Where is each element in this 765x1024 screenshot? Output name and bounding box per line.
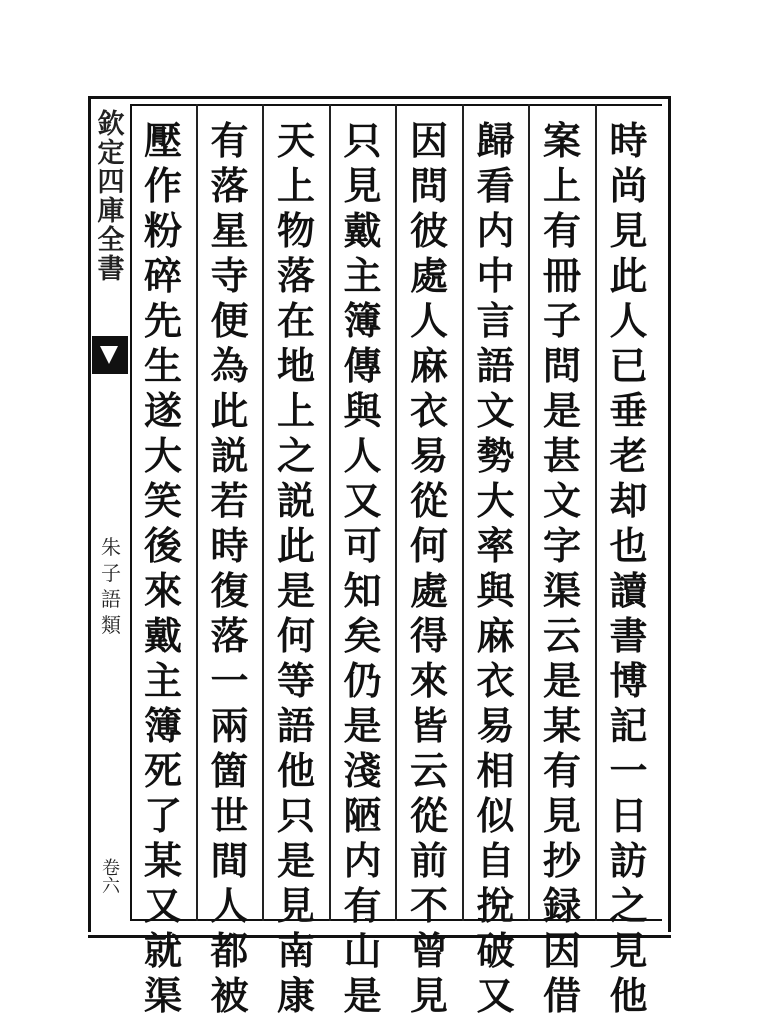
glyph: 與: [343, 388, 382, 433]
glyph: 天: [276, 118, 315, 163]
glyph: 案: [542, 118, 581, 163]
glyph: 之: [609, 883, 648, 928]
glyph: 得: [409, 613, 448, 658]
glyph: 處: [409, 253, 448, 298]
glyph: 遂: [143, 388, 182, 433]
glyph: 某: [143, 838, 182, 883]
glyph: 南: [276, 928, 315, 973]
glyph: 相: [476, 748, 515, 793]
glyph: 問: [542, 343, 581, 388]
glyph: 來: [409, 658, 448, 703]
glyph: 人: [609, 298, 648, 343]
glyph: 間: [210, 838, 249, 883]
page-number-char: 六: [102, 876, 120, 897]
glyph: 垂: [609, 388, 648, 433]
glyph: 就: [143, 928, 182, 973]
glyph: 上: [542, 163, 581, 208]
glyph: 尚: [609, 163, 648, 208]
glyph: 見: [609, 928, 648, 973]
glyph: 此: [609, 253, 648, 298]
glyph: 是: [276, 568, 315, 613]
glyph: 落: [276, 253, 315, 298]
glyph: 抄: [542, 838, 581, 883]
glyph: 時: [609, 118, 648, 163]
glyph: 人: [409, 298, 448, 343]
glyph: 大: [476, 478, 515, 523]
section-title-char: 類: [101, 613, 121, 637]
glyph: 麻: [476, 613, 515, 658]
glyph: 戴: [343, 208, 382, 253]
glyph: 訪: [609, 838, 648, 883]
text-column-7: [199, 118, 261, 1018]
glyph: 只: [276, 793, 315, 838]
glyph: 見: [409, 973, 448, 1018]
column-rule: [595, 104, 597, 921]
glyph: 挩: [476, 883, 515, 928]
glyph: 書: [609, 613, 648, 658]
glyph: 易: [409, 433, 448, 478]
glyph: 後: [143, 523, 182, 568]
section-title: [92, 534, 130, 638]
glyph: 時: [210, 523, 249, 568]
column-rule: [395, 104, 397, 921]
glyph: 率: [476, 523, 515, 568]
glyph: 上: [276, 388, 315, 433]
glyph: 箇: [210, 748, 249, 793]
glyph: 記: [609, 703, 648, 748]
glyph: 人: [343, 433, 382, 478]
page-margin-column: [92, 104, 132, 921]
glyph: 世: [210, 793, 249, 838]
glyph: 借: [542, 973, 581, 1018]
glyph: 戴: [143, 613, 182, 658]
glyph: 簿: [343, 298, 382, 343]
glyph: 仍: [343, 658, 382, 703]
glyph: 見: [609, 208, 648, 253]
glyph: 子: [542, 298, 581, 343]
glyph: 易: [476, 703, 515, 748]
glyph: 似: [476, 793, 515, 838]
glyph: 語: [476, 343, 515, 388]
glyph: 都: [210, 928, 249, 973]
glyph: 因: [409, 118, 448, 163]
book-title-char: 定: [97, 138, 125, 169]
glyph: 見: [276, 883, 315, 928]
glyph: 大: [143, 433, 182, 478]
glyph: 在: [276, 298, 315, 343]
glyph: 某: [542, 703, 581, 748]
section-title-char: 朱: [101, 535, 121, 559]
glyph: 言: [476, 298, 515, 343]
column-rule: [462, 104, 464, 921]
glyph: 却: [609, 478, 648, 523]
glyph: 内: [343, 838, 382, 883]
glyph: 是: [276, 838, 315, 883]
glyph: 内: [476, 208, 515, 253]
glyph: 語: [276, 703, 315, 748]
glyph: 了: [143, 793, 182, 838]
glyph: 破: [476, 928, 515, 973]
glyph: 復: [210, 568, 249, 613]
text-column-1: [598, 118, 660, 1018]
glyph: 只: [343, 118, 382, 163]
glyph: 彼: [409, 208, 448, 253]
glyph: 可: [343, 523, 382, 568]
glyph: 淺: [343, 748, 382, 793]
text-column-8: [132, 118, 194, 1018]
glyph: 若: [210, 478, 249, 523]
glyph: 麻: [409, 343, 448, 388]
glyph: 上: [276, 163, 315, 208]
glyph: 碎: [143, 253, 182, 298]
glyph: 有: [542, 748, 581, 793]
book-title-char: 書: [97, 254, 125, 285]
glyph: 自: [476, 838, 515, 883]
glyph: 物: [276, 208, 315, 253]
glyph: 也: [609, 523, 648, 568]
glyph: 簿: [143, 703, 182, 748]
glyph: 中: [476, 253, 515, 298]
glyph: 歸: [476, 118, 515, 163]
glyph: 前: [409, 838, 448, 883]
column-rule: [196, 104, 198, 921]
glyph: 渠: [542, 568, 581, 613]
glyph: 衣: [476, 658, 515, 703]
glyph: 星: [210, 208, 249, 253]
glyph: 笑: [143, 478, 182, 523]
glyph: 曾: [409, 928, 448, 973]
glyph: 兩: [210, 703, 249, 748]
glyph: 問: [409, 163, 448, 208]
glyph: 與: [476, 568, 515, 613]
glyph: 渠: [143, 973, 182, 1018]
glyph: 見: [343, 163, 382, 208]
glyph: 從: [409, 478, 448, 523]
glyph: 不: [409, 883, 448, 928]
glyph: 文: [542, 478, 581, 523]
glyph: 知: [343, 568, 382, 613]
glyph: 字: [542, 523, 581, 568]
glyph: 人: [210, 883, 249, 928]
glyph: 有: [343, 883, 382, 928]
glyph: 録: [542, 883, 581, 928]
glyph: 説: [276, 478, 315, 523]
glyph: 等: [276, 658, 315, 703]
glyph: 云: [542, 613, 581, 658]
text-column-5: [332, 118, 394, 1018]
glyph: 因: [542, 928, 581, 973]
glyph: 有: [542, 208, 581, 253]
glyph: 地: [276, 343, 315, 388]
section-title-char: 子: [101, 561, 121, 585]
glyph: 來: [143, 568, 182, 613]
glyph: 從: [409, 793, 448, 838]
column-rule: [528, 104, 530, 921]
glyph: 此: [210, 388, 249, 433]
text-column-2: [531, 118, 593, 1018]
glyph: 衣: [409, 388, 448, 433]
glyph: 是: [343, 973, 382, 1018]
glyph: 他: [276, 748, 315, 793]
glyph: 甚: [542, 433, 581, 478]
glyph: 説: [210, 433, 249, 478]
glyph: 粉: [143, 208, 182, 253]
text-column-4: [398, 118, 460, 1018]
glyph: 之: [276, 433, 315, 478]
glyph: 見: [542, 793, 581, 838]
glyph: 何: [409, 523, 448, 568]
glyph: 是: [542, 388, 581, 433]
glyph: 有: [210, 118, 249, 163]
glyph: 讀: [609, 568, 648, 613]
glyph: 先: [143, 298, 182, 343]
glyph: 日: [609, 793, 648, 838]
glyph: 康: [276, 973, 315, 1018]
glyph: 何: [276, 613, 315, 658]
glyph: 勢: [476, 433, 515, 478]
text-column-3: [465, 118, 527, 1018]
glyph: 已: [609, 343, 648, 388]
glyph: 生: [143, 343, 182, 388]
outer-border-left: [88, 96, 91, 932]
glyph: 山: [343, 928, 382, 973]
glyph: 是: [343, 703, 382, 748]
glyph: 他: [609, 973, 648, 1018]
book-title-char: 四: [97, 167, 125, 198]
glyph: 為: [210, 343, 249, 388]
glyph: 主: [343, 253, 382, 298]
glyph: 處: [409, 568, 448, 613]
section-title-char: 語: [101, 587, 121, 611]
glyph: 云: [409, 748, 448, 793]
page-number: [92, 860, 130, 896]
glyph: 一: [609, 748, 648, 793]
glyph: 看: [476, 163, 515, 208]
glyph: 又: [143, 883, 182, 928]
glyph: 博: [609, 658, 648, 703]
glyph: 寺: [210, 253, 249, 298]
glyph: 主: [143, 658, 182, 703]
glyph: 落: [210, 613, 249, 658]
page-number-char: 卷: [102, 858, 120, 879]
book-title-char: 庫: [97, 196, 125, 227]
glyph: 又: [343, 478, 382, 523]
glyph: 矣: [343, 613, 382, 658]
glyph: 冊: [542, 253, 581, 298]
book-title-char: 全: [97, 225, 125, 256]
glyph: 是: [542, 658, 581, 703]
glyph: 又: [476, 973, 515, 1018]
column-rule: [262, 104, 264, 921]
glyph: 被: [210, 973, 249, 1018]
glyph: 一: [210, 658, 249, 703]
book-title-char: 欽: [97, 109, 125, 140]
book-title: [92, 110, 130, 284]
glyph: 此: [276, 523, 315, 568]
glyph: 便: [210, 298, 249, 343]
outer-border-right: [668, 96, 671, 932]
glyph: 陋: [343, 793, 382, 838]
text-column-6: [265, 118, 327, 1018]
glyph: 文: [476, 388, 515, 433]
glyph: 壓: [143, 118, 182, 163]
glyph: 作: [143, 163, 182, 208]
glyph: 死: [143, 748, 182, 793]
glyph: 傳: [343, 343, 382, 388]
glyph: 老: [609, 433, 648, 478]
glyph: 皆: [409, 703, 448, 748]
glyph: 落: [210, 163, 249, 208]
column-rule: [329, 104, 331, 921]
fishtail-mark: [92, 336, 128, 374]
